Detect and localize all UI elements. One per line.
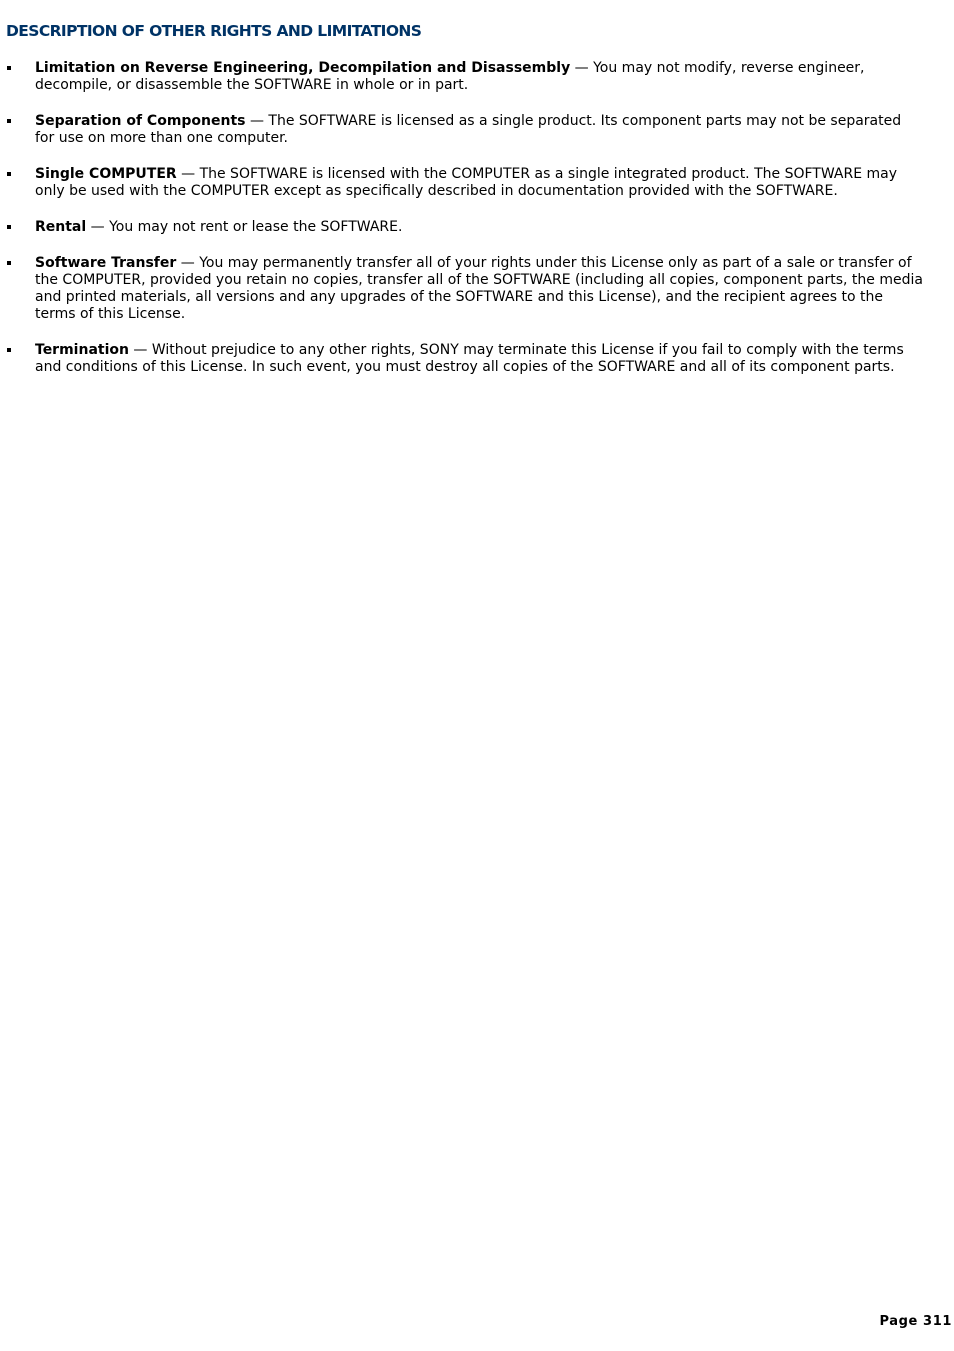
list-item-software-transfer [0,255,954,323]
square-bullet-icon [7,225,11,229]
list-item-single-computer [0,166,954,200]
page-heading: DESCRIPTION OF OTHER RIGHTS AND LIMITATIONS [6,22,422,40]
item-term: Single COMPUTER [35,166,177,182]
list-item-rental [0,219,954,236]
square-bullet-icon [7,66,11,70]
item-text: — The SOFTWARE is licensed with the COMPUTER as a single integrated product. The SOFTWARE may only be used with the COMPUTER except as specifically described in documentation provided with the SOFTWARE. [35,166,898,199]
item-text: — Without prejudice to any other rights, SONY may terminate this License if you fail to comply with the terms and conditions of this License. In such event, you must destroy all copies of the SOFTWARE and all of its component parts. [35,342,904,375]
list-item-termination [0,342,954,376]
list-item-separation-of-components [0,113,954,147]
page-number: Page 311 [879,1314,952,1329]
list-item-reverse-engineering [0,60,954,94]
item-text: — The SOFTWARE is licensed as a single product. Its component parts may not be separated for use on more than one computer. [35,113,902,146]
item-text: — You may not modify, reverse engineer, decompile, or disassemble the SOFTWARE in whole or in part. [35,60,865,93]
square-bullet-icon [7,261,11,265]
item-text: — You may not rent or lease the SOFTWARE. [86,219,403,235]
item-term: Termination [35,342,129,358]
rights-limitations-list [0,60,954,395]
square-bullet-icon [7,119,11,123]
square-bullet-icon [7,172,11,176]
square-bullet-icon [7,348,11,352]
item-term: Limitation on Reverse Engineering, Decompilation and Disassembly [35,60,571,76]
item-term: Separation of Components [35,113,246,129]
item-term: Software Transfer [35,255,177,271]
item-text: — You may permanently transfer all of your rights under this License only as part of a sale or transfer of the COMPUTER, provided you retain no copies, transfer all of the SOFTWARE (including all copies, component parts, the media and printed materials, all versions and any upgrades of the SOFTWARE and this License), and the recipient agrees to the terms of this License. [35,255,923,322]
item-term: Rental [35,219,87,235]
